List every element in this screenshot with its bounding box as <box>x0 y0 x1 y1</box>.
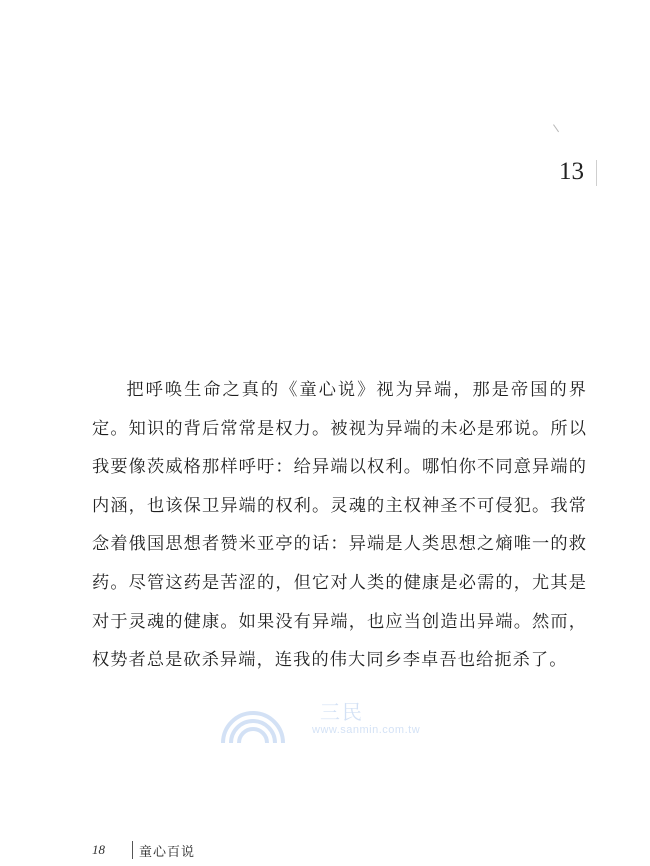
body-paragraph: 把呼唤生命之真的《童心说》视为异端，那是帝国的界定。知识的背后常常是权力。被视为异端的未必是邪说。所以我要像茨威格那样呼吁：给异端以权利。哪怕你不同意异端的内涵，也该保卫异端的权利。灵魂的主权神圣不可侵犯。我常念着俄国思想者赞米亚亭的话：异端是人类思想之熵唯一的救药。尽管这药是苦涩的，但它对人类的健康是必需的，尤其是对于灵魂的健康。如果没有异端，也应当创造出异端。然而，权势者总是砍杀异端，连我的伟大同乡李卓吾也给扼杀了。 <box>92 380 587 671</box>
page-number: 18 <box>92 842 105 857</box>
footer-divider <box>132 841 133 859</box>
running-title: 童心百说 <box>139 844 196 860</box>
publisher-watermark <box>218 690 518 760</box>
page-footer <box>92 838 195 862</box>
scan-mark <box>553 121 564 132</box>
sanmin-logo-icon <box>218 698 288 748</box>
watermark-url: www.sanmin.com.tw <box>312 724 421 736</box>
chapter-rule <box>596 160 597 186</box>
chapter-number: 13 <box>559 158 584 185</box>
watermark-brand: 三民 <box>320 700 364 724</box>
